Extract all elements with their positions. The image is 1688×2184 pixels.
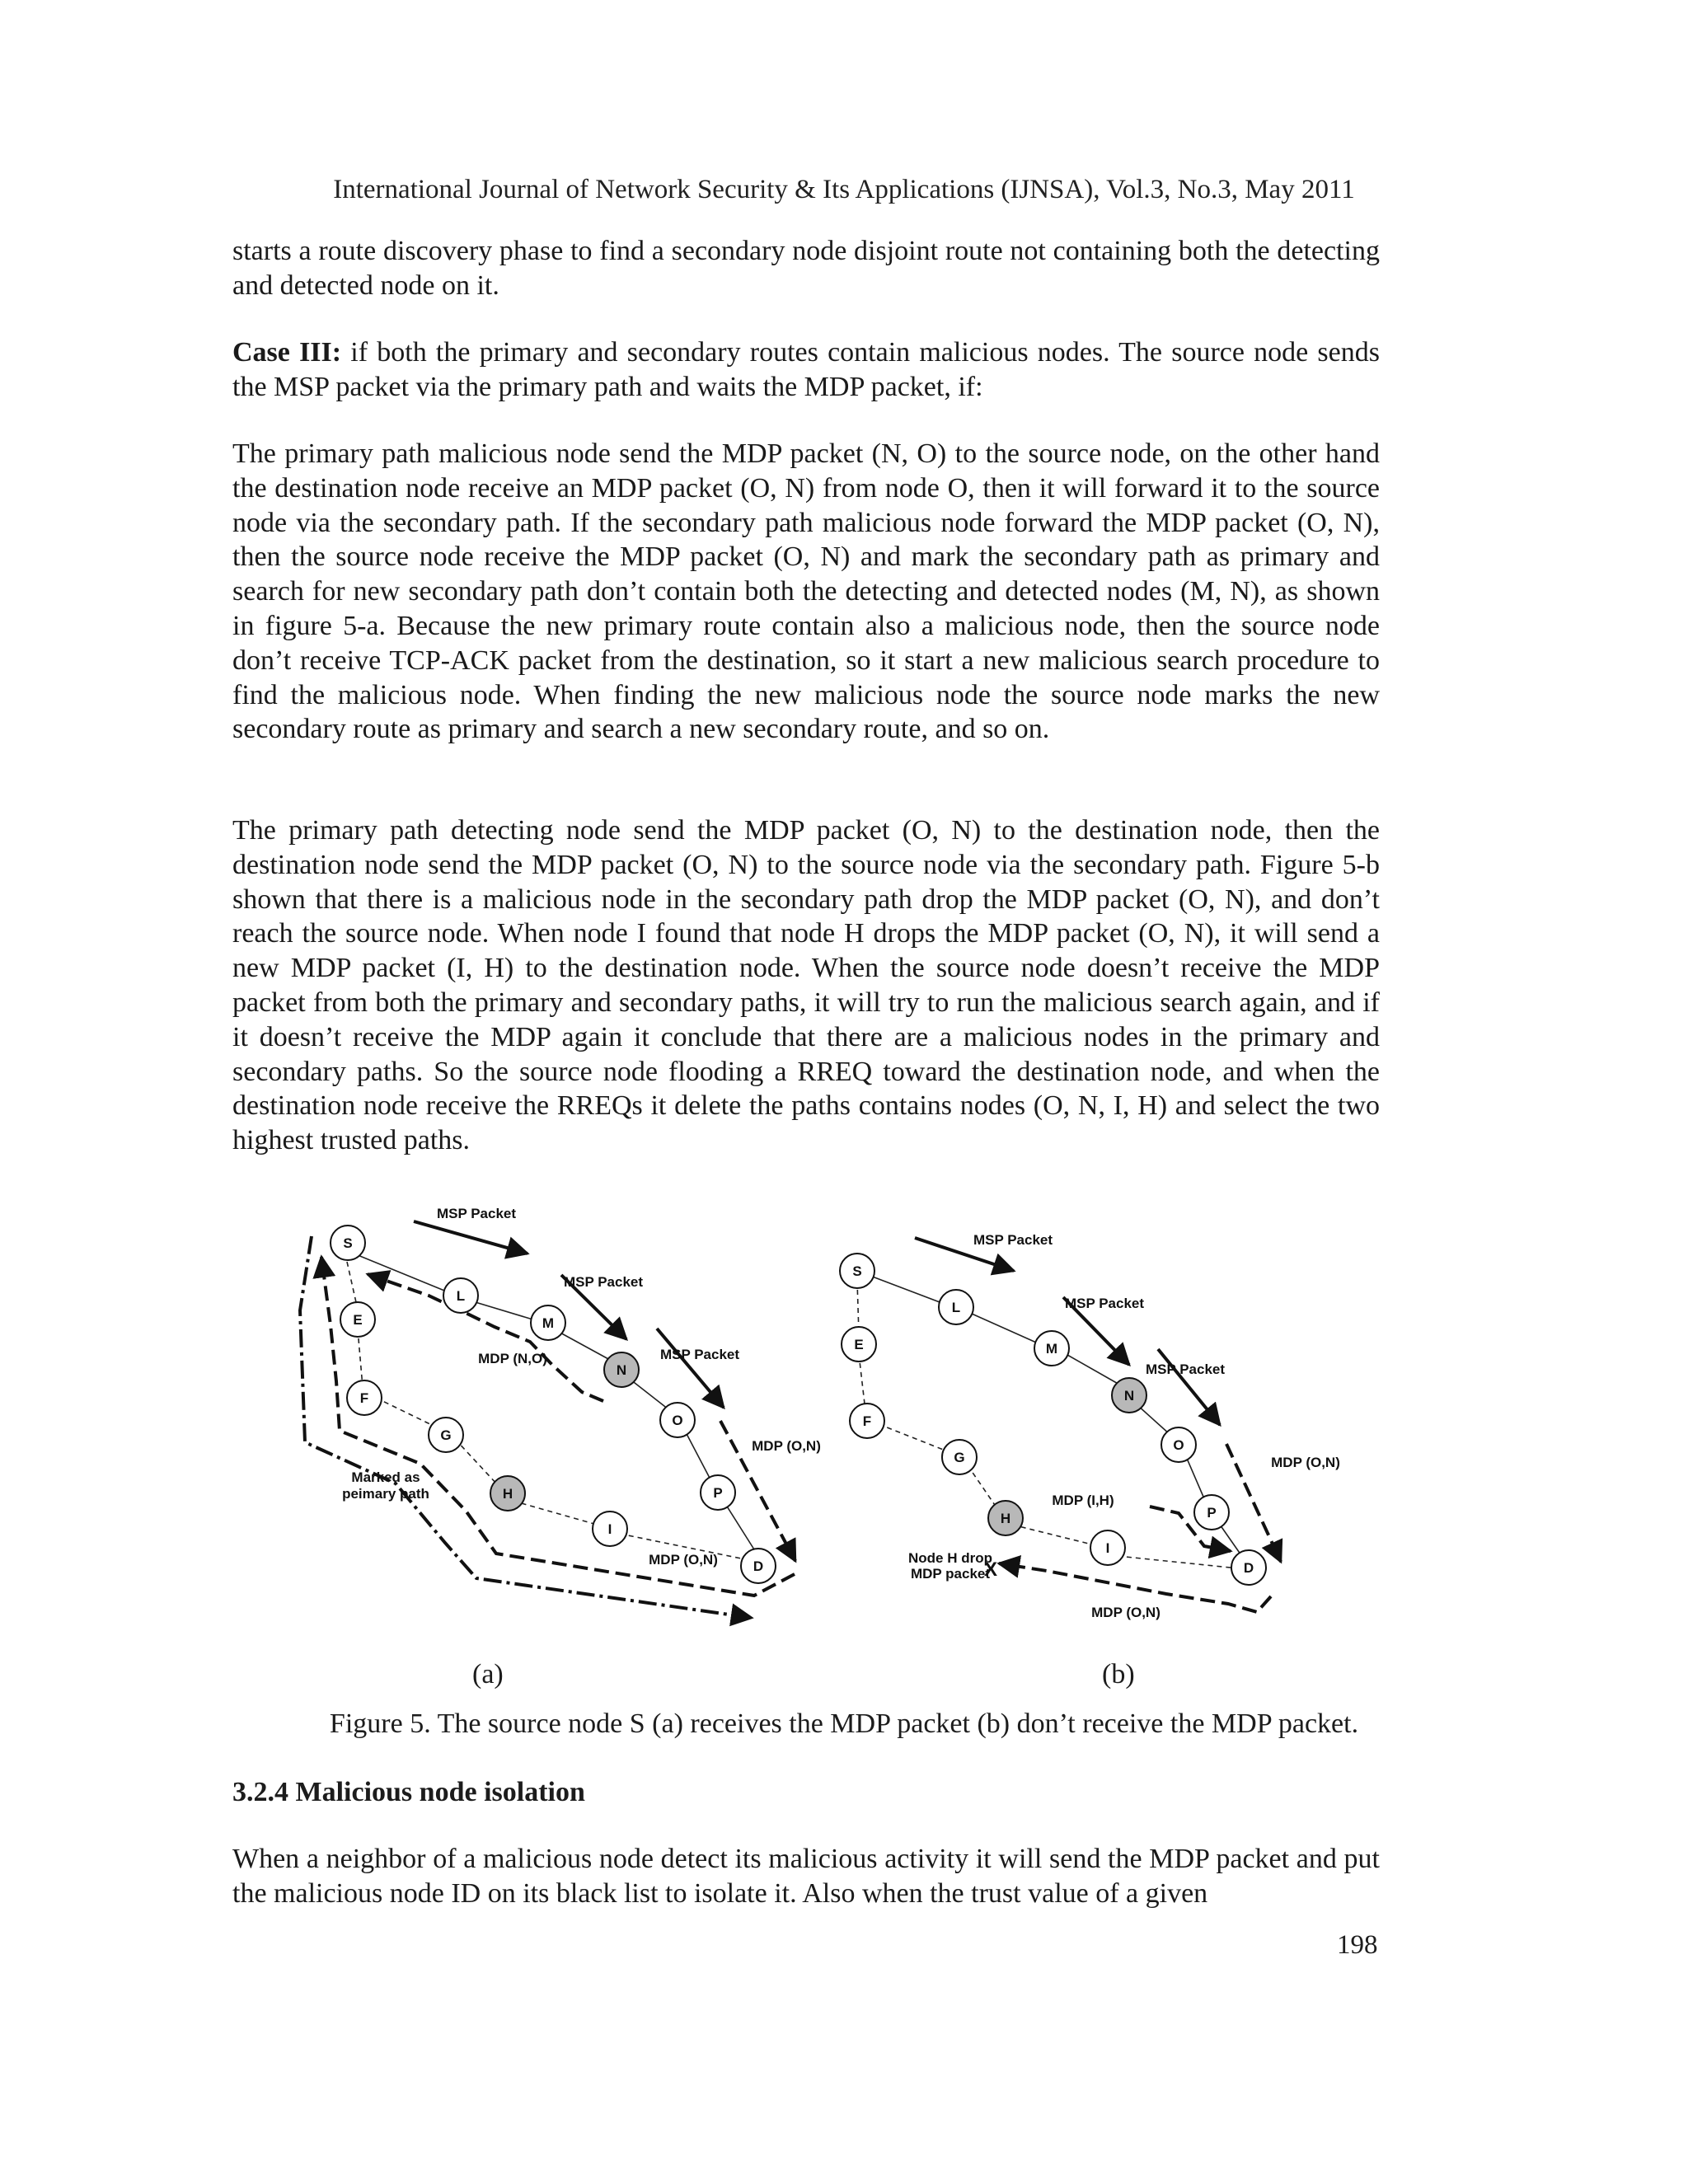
paragraph [232,437,1380,747]
msp-label: MSP Packet [659,1347,740,1362]
node-d [1231,1550,1266,1585]
marked-label: peimary path [342,1486,429,1502]
figure-5-diagram [280,1203,1368,1636]
msp-arrows-b [915,1238,1220,1425]
node-f [347,1380,382,1415]
node-i [1090,1530,1125,1565]
msp-label: MSP Packet [1145,1361,1226,1377]
node-label: G [440,1427,452,1443]
primary-links-a [348,1251,758,1556]
mdp-label: MDP (I,H) [1052,1493,1114,1508]
paragraph-text: starts a route discovery phase to find a secondary node disjoint route not containing both the detecting and detected node on it. [232,236,1380,301]
node-l [443,1278,478,1313]
marked-label: Marked as [351,1469,420,1485]
msp-arrows-a [414,1221,724,1408]
node-f [850,1404,884,1438]
paragraph-text: When a neighbor of a malicious node detect its malicious activity it will send the MDP packet and put the malicious node ID on its black list to isolate it. Also when the trust value of a given [232,1844,1380,1909]
node-label: N [1123,1388,1135,1404]
paragraph [232,813,1380,1158]
node-label: O [672,1413,683,1428]
subfigure-label-b: (b) [1102,1659,1135,1690]
node-m [1034,1331,1069,1366]
node-label: P [1207,1505,1217,1521]
node-label: E [353,1312,363,1328]
paragraph [232,1842,1380,1911]
node-h-malicious [490,1476,525,1511]
node-label: L [456,1288,466,1304]
node-l [939,1290,973,1324]
node-label: S [343,1235,353,1251]
case-label: Case III: [232,337,342,368]
node-p [701,1475,735,1510]
page-number: 198 [1337,1930,1378,1960]
drop-x-mark: X [983,1558,998,1581]
node-label: D [753,1558,764,1574]
mdp-label: MDP (O,N) [752,1438,821,1454]
node-label: H [1000,1511,1011,1526]
running-header: International Journal of Network Security & Its Applications (IJNSA), Vol.3, No.3, May 2011 [333,175,1355,204]
node-label: H [502,1486,513,1502]
node-label: I [1105,1540,1110,1556]
section-heading: 3.2.4 Malicious node isolation [232,1777,585,1807]
node-label: F [359,1390,369,1406]
nodes-a [331,1226,776,1583]
node-e [340,1302,375,1337]
subfigure-label-a: (a) [472,1659,504,1690]
mdp-label: MDP (N,O) [478,1351,547,1366]
node-label: P [713,1485,723,1501]
node-label: G [954,1450,965,1465]
node-p [1194,1495,1229,1530]
node-o [660,1403,695,1437]
node-label: N [616,1362,627,1378]
mdp-label: MDP (O,N) [649,1552,718,1568]
node-label: I [607,1521,612,1537]
msp-label: MSP Packet [563,1274,644,1290]
node-g [942,1440,977,1474]
paragraph [232,234,1380,303]
node-label: D [1243,1560,1254,1576]
paragraph-text: if both the primary and secondary routes contain malicious nodes. The source node sends the MSP packet via the primary path and waits the MDP packet, if: [232,337,1380,402]
node-s [331,1226,365,1260]
node-label: M [542,1315,555,1331]
mdp-label: MDP (O,N) [1091,1605,1160,1620]
msp-label: MSP Packet [436,1206,517,1221]
node-label: L [951,1300,961,1315]
node-n-malicious [1112,1378,1146,1413]
msp-label: MSP Packet [973,1232,1053,1248]
node-h-malicious [988,1501,1023,1535]
secondary-links-b [857,1281,1238,1568]
panel-a [300,1206,821,1618]
paragraph-case-iii [232,335,1380,405]
drop-label: Node H drop [908,1550,992,1566]
paragraph-text: The primary path malicious node send the MDP packet (N, O) to the source node, on the other hand the destination node receive an MDP packet (O, N) from node O, then it will forward it to the source node via the secondary path. If the secondary path malicious node forward the MDP packet (O, N), then the source node receive the MDP packet (O, N) and mark the secondary path as primary and search for new secondary path don’t contain both the detecting and detected nodes (M, N), as shown in figure 5-a. Because the new primary route contain also a malicious node, then the source node don’t receive TCP-ACK packet from the destination, so it start a new malicious search procedure to find the malicious node. When finding the new malicious node the source node marks the new secondary route as primary and search a new secondary route, and so on. [232,438,1380,745]
node-m [531,1305,565,1340]
mdp-label: MDP (O,N) [1271,1455,1340,1470]
msp-label: MSP Packet [1064,1296,1145,1311]
drop-label: MDP packet [910,1566,991,1582]
nodes-b [840,1254,1266,1585]
primary-links-b [857,1271,1243,1558]
paragraph-text: The primary path detecting node send the MDP packet (O, N) to the destination node, then the destination node send the MDP packet (O, N) to the source node via the secondary path. Figure 5-b shown that there is a malicious node in the secondary path drop the MDP packet (O, N), and don’t reach the source node. When node I found that node H drops the MDP packet (O, N), it will send a new MDP packet (I, H) to the destination node. When the source node doesn’t receive the MDP packet from both the primary and secondary paths, it will try to run the malicious search again, and if it doesn’t receive the MDP again it conclude that there are a malicious nodes in the primary and secondary paths. So the source node flooding a RREQ toward the destination node, and when the destination node receive the RREQs it delete the paths contains nodes (O, N, I, H) and select the two highest trusted paths. [232,815,1380,1156]
node-label: O [1173,1437,1184,1453]
figure-5 [280,1203,1368,1636]
node-g [429,1418,463,1452]
node-s [840,1254,874,1288]
node-d [741,1549,776,1583]
figure-caption: Figure 5. The source node S (a) receives the MDP packet (b) don’t receive the MDP packet. [329,1708,1359,1739]
node-e [842,1327,876,1361]
node-label: M [1045,1341,1058,1357]
node-i [593,1511,627,1546]
node-label: F [862,1413,872,1429]
node-n-malicious [604,1352,639,1387]
panel-b [840,1232,1340,1620]
node-label: E [854,1337,864,1352]
node-label: S [852,1263,862,1279]
node-o [1161,1427,1196,1462]
